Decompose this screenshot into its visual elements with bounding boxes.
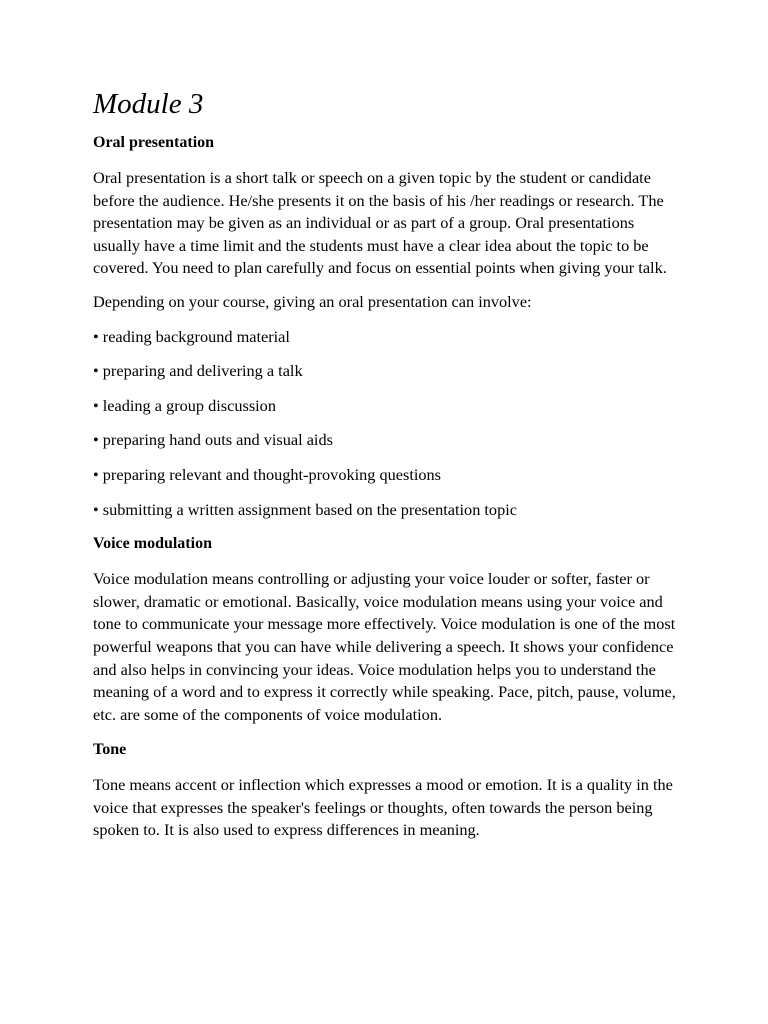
list-item-text: submitting a written assignment based on the presentation topic bbox=[102, 499, 517, 519]
tone-heading: Tone bbox=[93, 741, 127, 759]
bullet-icon: • bbox=[93, 326, 99, 346]
list-item-text: leading a group discussion bbox=[102, 395, 276, 415]
list-item bbox=[93, 326, 683, 349]
list-item bbox=[93, 464, 683, 487]
document-page bbox=[93, 84, 683, 853]
list-item bbox=[93, 429, 683, 452]
list-item-text: preparing and delivering a talk bbox=[102, 361, 303, 381]
oral-presentation-heading: Oral presentation bbox=[93, 134, 215, 151]
bullet-icon: • bbox=[93, 464, 99, 484]
list-item-text: reading background material bbox=[102, 326, 290, 346]
tone-paragraph: Tone means accent or inflection which expresses a mood or emotion. It is a quality in the voice that expresses the speaker's feelings or thoughts, often towards the person being spoken to. It is also used to express differences in meaning. bbox=[93, 775, 673, 840]
list-item-text: preparing relevant and thought-provoking questions bbox=[102, 464, 441, 484]
bullet-icon: • bbox=[93, 361, 99, 381]
voice-modulation-heading: Voice modulation bbox=[93, 535, 212, 553]
bullet-icon: • bbox=[93, 499, 99, 519]
module-title: Module 3 bbox=[93, 88, 204, 120]
bullet-icon: • bbox=[93, 430, 99, 450]
oral-presentation-intro-list: Depending on your course, giving an oral presentation can involve: bbox=[93, 291, 532, 311]
oral-presentation-paragraph: Oral presentation is a short talk or speech on a given topic by the student or candidate before the audience. He/she presents it on the basis of his /her readings or research. The presentation may be given as an individual or as part of a group. Oral presentations usually have a time limit and the students must have a clear idea about the topic to be covered. You need to plan carefully and focus on essential points when giving your talk. bbox=[93, 168, 667, 278]
list-item bbox=[93, 499, 683, 522]
list-item bbox=[93, 395, 683, 418]
list-item bbox=[93, 360, 683, 383]
bullet-icon: • bbox=[93, 395, 99, 415]
list-item-text: preparing hand outs and visual aids bbox=[102, 430, 333, 450]
voice-modulation-paragraph: Voice modulation means controlling or adjusting your voice louder or softer, faster or slower, dramatic or emotional. Basically, voice modulation means using your voice and tone to communicate your message more effectively. Voice modulation is one of the most powerful weapons that you can have while delivering a speech. It shows your confidence and also helps in convincing your ideas. Voice modulation helps you to understand the meaning of a word and to express it correctly while speaking. Pace, pitch, pause, volume, etc. are some of the components of voice modulation. bbox=[93, 569, 676, 724]
